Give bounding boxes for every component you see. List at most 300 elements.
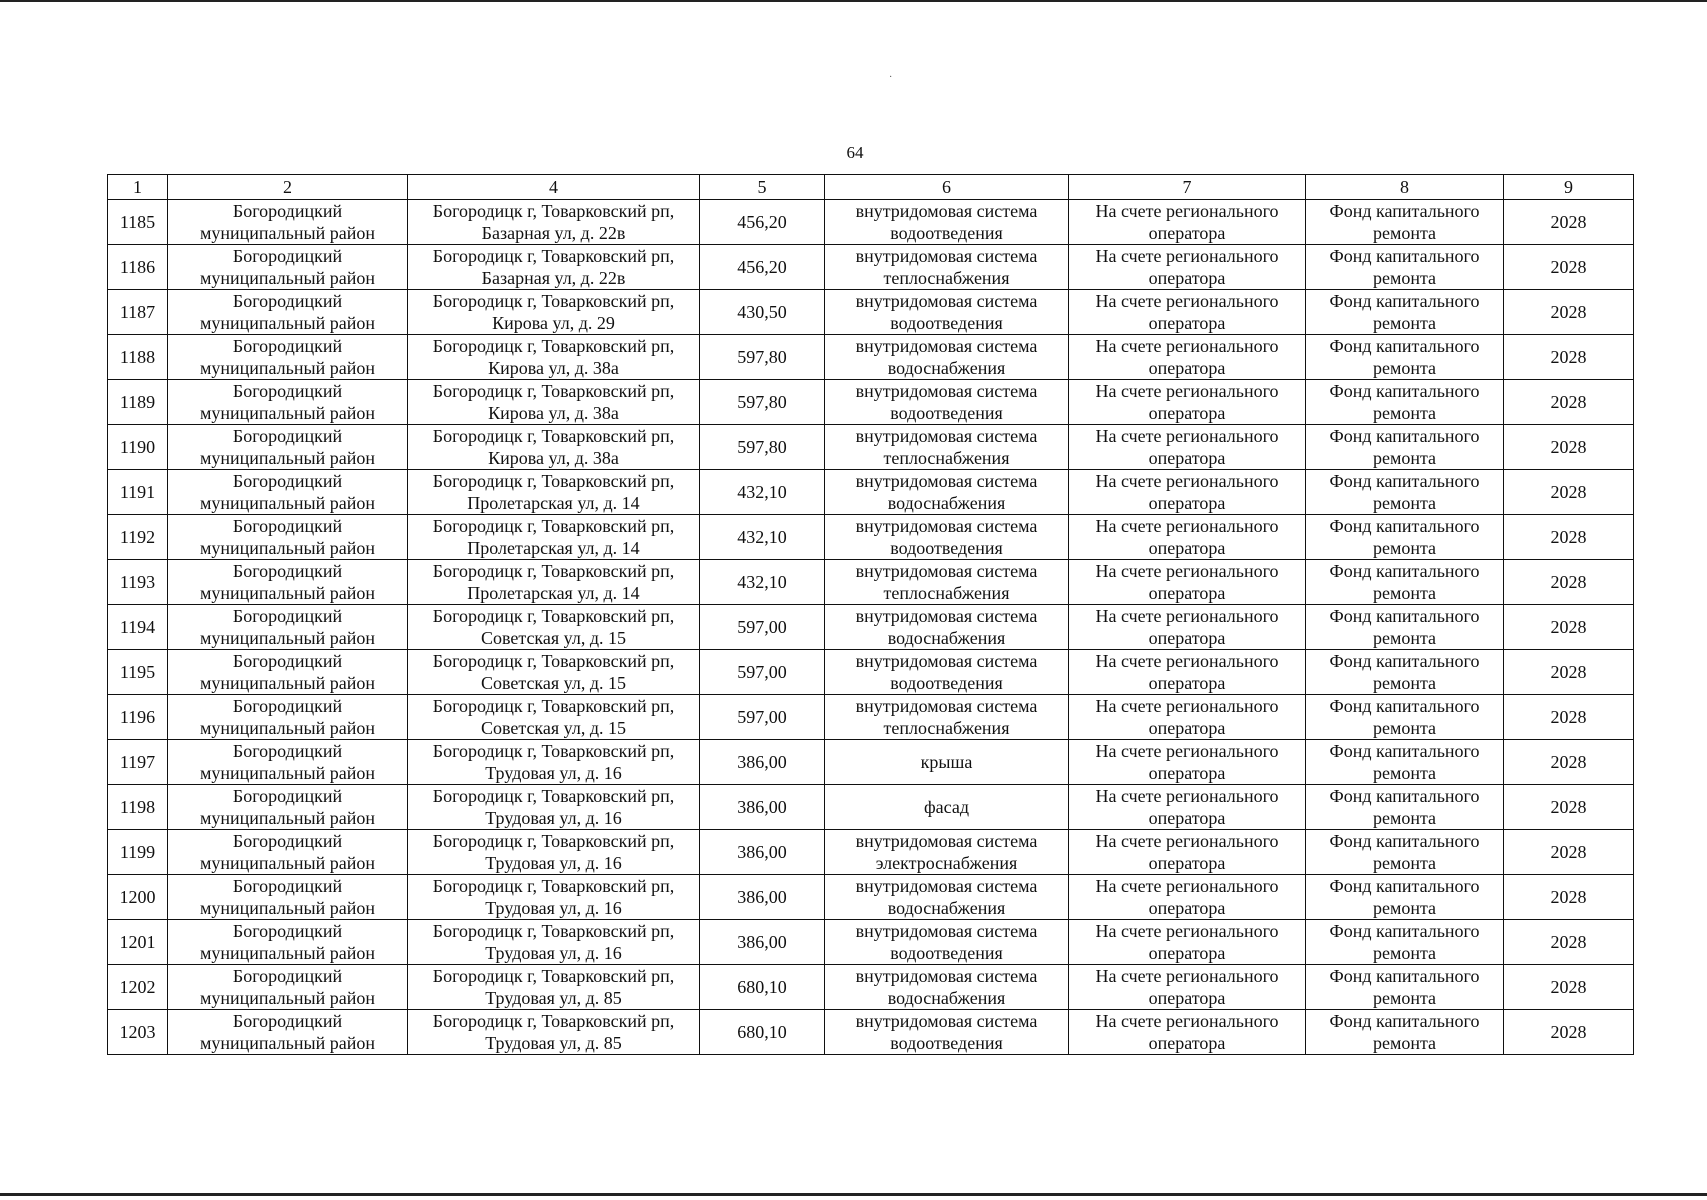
funding-source-cell-line: Фонд капитального <box>1329 831 1480 851</box>
table-row <box>108 560 1634 605</box>
table-row <box>108 830 1634 875</box>
table-row <box>108 380 1634 425</box>
cost-cell: 597,00 <box>700 605 825 650</box>
account-cell <box>1069 920 1306 965</box>
municipality-cell-line: Богородицкий <box>232 246 343 266</box>
account-cell-line: На счете регионального <box>1095 426 1279 446</box>
funding-source-cell <box>1306 875 1504 920</box>
work-type-cell-line: теплоснабжения <box>883 583 1010 603</box>
work-type-cell-line: внутридомовая система <box>855 426 1038 446</box>
address-cell-line: Кирова ул, д. 38а <box>488 448 619 468</box>
municipality-cell <box>168 560 408 605</box>
address-cell <box>408 965 700 1010</box>
work-type-cell <box>825 470 1069 515</box>
municipality-cell-line: Богородицкий <box>232 651 343 671</box>
work-type-cell-line: внутридомовая система <box>855 561 1038 581</box>
cost-cell: 386,00 <box>700 785 825 830</box>
address-cell-line: Трудовая ул, д. 85 <box>485 988 622 1008</box>
address-cell-line: Трудовая ул, д. 85 <box>485 1033 622 1053</box>
funding-source-cell <box>1306 560 1504 605</box>
funding-source-cell-line: Фонд капитального <box>1329 381 1480 401</box>
account-cell <box>1069 695 1306 740</box>
funding-source-cell-line: ремонта <box>1372 403 1437 423</box>
address-cell-line: Трудовая ул, д. 16 <box>485 763 622 783</box>
municipality-cell-line: Богородицкий <box>232 1011 343 1031</box>
column-header: 4 <box>408 175 700 200</box>
table-row <box>108 650 1634 695</box>
funding-source-cell-line: Фонд капитального <box>1329 696 1480 716</box>
work-type-cell-line: теплоснабжения <box>883 268 1010 288</box>
cost-cell: 597,80 <box>700 335 825 380</box>
column-header: 5 <box>700 175 825 200</box>
work-type-cell-line: фасад <box>923 797 969 817</box>
funding-source-cell <box>1306 200 1504 245</box>
work-type-cell <box>825 650 1069 695</box>
address-cell <box>408 605 700 650</box>
cost-cell: 386,00 <box>700 830 825 875</box>
funding-source-cell-line: Фонд капитального <box>1329 1011 1480 1031</box>
address-cell <box>408 515 700 560</box>
municipality-cell <box>168 695 408 740</box>
table-row <box>108 740 1634 785</box>
account-cell-line: На счете регионального <box>1095 1011 1279 1031</box>
work-type-cell <box>825 515 1069 560</box>
cost-cell: 432,10 <box>700 515 825 560</box>
municipality-cell <box>168 965 408 1010</box>
work-type-cell-line: внутридомовая система <box>855 921 1038 941</box>
address-cell-line: Трудовая ул, д. 16 <box>485 808 622 828</box>
account-cell-line: оператора <box>1148 628 1226 648</box>
account-cell-line: оператора <box>1148 223 1226 243</box>
work-type-cell <box>825 920 1069 965</box>
municipality-cell-line: муниципальный район <box>199 943 375 963</box>
funding-source-cell-line: Фонд капитального <box>1329 246 1480 266</box>
account-cell-line: оператора <box>1148 853 1226 873</box>
funding-source-cell <box>1306 470 1504 515</box>
scan-bottom-edge <box>0 1193 1707 1196</box>
address-cell-line: Пролетарская ул, д. 14 <box>467 493 640 513</box>
address-cell-line: Трудовая ул, д. 16 <box>485 853 622 873</box>
account-cell-line: оператора <box>1148 1033 1226 1053</box>
municipality-cell-line: Богородицкий <box>232 831 343 851</box>
address-cell-line: Богородицк г, Товарковский рп, <box>432 561 675 581</box>
work-type-cell-line: водоснабжения <box>887 628 1006 648</box>
table-row <box>108 335 1634 380</box>
row-number: 1186 <box>108 245 168 290</box>
work-type-cell-line: внутридомовая система <box>855 471 1038 491</box>
scan-top-edge <box>0 0 1707 2</box>
cost-cell: 680,10 <box>700 965 825 1010</box>
address-cell-line: Кирова ул, д. 38а <box>488 358 619 378</box>
funding-source-cell <box>1306 785 1504 830</box>
funding-source-cell-line: Фонд капитального <box>1329 786 1480 806</box>
column-header: 9 <box>1504 175 1634 200</box>
account-cell-line: оператора <box>1148 448 1226 468</box>
year-cell: 2028 <box>1504 605 1634 650</box>
cost-cell: 386,00 <box>700 740 825 785</box>
municipality-cell-line: муниципальный район <box>199 898 375 918</box>
municipality-cell <box>168 740 408 785</box>
year-cell: 2028 <box>1504 830 1634 875</box>
account-cell-line: оператора <box>1148 943 1226 963</box>
page-number: 64 <box>846 143 864 162</box>
year-cell: 2028 <box>1504 245 1634 290</box>
municipality-cell-line: Богородицкий <box>232 516 343 536</box>
account-cell-line: На счете регионального <box>1095 381 1279 401</box>
row-number: 1198 <box>108 785 168 830</box>
account-cell <box>1069 470 1306 515</box>
account-cell <box>1069 965 1306 1010</box>
address-cell-line: Кирова ул, д. 38а <box>488 403 619 423</box>
row-number: 1194 <box>108 605 168 650</box>
account-cell <box>1069 200 1306 245</box>
funding-source-cell <box>1306 335 1504 380</box>
year-cell: 2028 <box>1504 380 1634 425</box>
table-row <box>108 425 1634 470</box>
year-cell: 2028 <box>1504 290 1634 335</box>
cost-cell: 432,10 <box>700 560 825 605</box>
address-cell-line: Богородицк г, Товарковский рп, <box>432 201 675 221</box>
municipality-cell <box>168 470 408 515</box>
account-cell-line: На счете регионального <box>1095 291 1279 311</box>
work-type-cell-line: внутридомовая система <box>855 876 1038 896</box>
year-cell: 2028 <box>1504 515 1634 560</box>
municipality-cell <box>168 875 408 920</box>
year-cell: 2028 <box>1504 470 1634 515</box>
account-cell-line: оператора <box>1148 358 1226 378</box>
work-type-cell-line: водоотведения <box>890 403 1003 423</box>
funding-source-cell-line: ремонта <box>1372 538 1437 558</box>
row-number: 1203 <box>108 1010 168 1055</box>
column-header: 1 <box>108 175 168 200</box>
table-row <box>108 875 1634 920</box>
cost-cell: 597,80 <box>700 380 825 425</box>
work-type-cell-line: водоотведения <box>890 538 1003 558</box>
municipality-cell <box>168 515 408 560</box>
funding-source-cell-line: Фонд капитального <box>1329 606 1480 626</box>
funding-source-cell <box>1306 1010 1504 1055</box>
municipality-cell-line: муниципальный район <box>199 853 375 873</box>
funding-source-cell-line: ремонта <box>1372 1033 1437 1053</box>
work-type-cell-line: водоснабжения <box>887 988 1006 1008</box>
account-cell-line: оператора <box>1148 583 1226 603</box>
column-header: 8 <box>1306 175 1504 200</box>
funding-source-cell-line: Фонд капитального <box>1329 876 1480 896</box>
address-cell <box>408 425 700 470</box>
work-type-cell-line: внутридомовая система <box>855 336 1038 356</box>
account-cell-line: На счете регионального <box>1095 876 1279 896</box>
account-cell-line: На счете регионального <box>1095 651 1279 671</box>
work-type-cell-line: крыша <box>920 752 973 772</box>
column-header: 2 <box>168 175 408 200</box>
address-cell-line: Богородицк г, Товарковский рп, <box>432 651 675 671</box>
address-cell-line: Пролетарская ул, д. 14 <box>467 538 640 558</box>
cost-cell: 432,10 <box>700 470 825 515</box>
account-cell-line: оператора <box>1148 898 1226 918</box>
address-cell-line: Богородицк г, Товарковский рп, <box>432 966 675 986</box>
funding-source-cell-line: ремонта <box>1372 763 1437 783</box>
account-cell-line: На счете регионального <box>1095 831 1279 851</box>
work-type-cell-line: водоотведения <box>890 673 1003 693</box>
work-type-cell-line: водоотведения <box>890 1033 1003 1053</box>
account-cell <box>1069 830 1306 875</box>
work-type-cell-line: водоснабжения <box>887 493 1006 513</box>
year-cell: 2028 <box>1504 740 1634 785</box>
funding-source-cell-line: Фонд капитального <box>1329 966 1480 986</box>
work-type-cell-line: внутридомовая система <box>855 696 1038 716</box>
year-cell: 2028 <box>1504 695 1634 740</box>
row-number: 1190 <box>108 425 168 470</box>
funding-source-cell-line: ремонта <box>1372 583 1437 603</box>
municipality-cell-line: Богородицкий <box>232 561 343 581</box>
funding-source-cell <box>1306 515 1504 560</box>
address-cell-line: Советская ул, д. 15 <box>480 718 627 738</box>
funding-source-cell-line: Фонд капитального <box>1329 741 1480 761</box>
municipality-cell <box>168 425 408 470</box>
funding-source-cell-line: ремонта <box>1372 718 1437 738</box>
cost-cell: 597,00 <box>700 650 825 695</box>
year-cell: 2028 <box>1504 335 1634 380</box>
row-number: 1191 <box>108 470 168 515</box>
municipality-cell <box>168 785 408 830</box>
municipality-cell-line: муниципальный район <box>199 313 375 333</box>
work-type-cell-line: внутридомовая система <box>855 831 1038 851</box>
work-type-cell <box>825 380 1069 425</box>
address-cell-line: Богородицк г, Товарковский рп, <box>432 786 675 806</box>
account-cell <box>1069 290 1306 335</box>
municipality-cell-line: Богородицкий <box>232 921 343 941</box>
work-type-cell-line: внутридомовая система <box>855 651 1038 671</box>
cost-cell: 597,80 <box>700 425 825 470</box>
year-cell: 2028 <box>1504 920 1634 965</box>
work-type-cell <box>825 830 1069 875</box>
municipality-cell-line: муниципальный район <box>199 1033 375 1053</box>
year-cell: 2028 <box>1504 425 1634 470</box>
row-number: 1193 <box>108 560 168 605</box>
municipality-cell-line: муниципальный район <box>199 493 375 513</box>
account-cell <box>1069 245 1306 290</box>
municipality-cell-line: Богородицкий <box>232 966 343 986</box>
funding-source-cell-line: ремонта <box>1372 808 1437 828</box>
municipality-cell-line: муниципальный район <box>199 403 375 423</box>
header-row <box>108 175 1634 200</box>
account-cell <box>1069 1010 1306 1055</box>
funding-source-cell <box>1306 965 1504 1010</box>
cost-cell: 430,50 <box>700 290 825 335</box>
row-number: 1195 <box>108 650 168 695</box>
account-cell-line: оператора <box>1148 808 1226 828</box>
funding-source-cell <box>1306 380 1504 425</box>
address-cell <box>408 920 700 965</box>
account-cell-line: На счете регионального <box>1095 696 1279 716</box>
address-cell <box>408 830 700 875</box>
funding-source-cell-line: ремонта <box>1372 358 1437 378</box>
address-cell-line: Богородицк г, Товарковский рп, <box>432 336 675 356</box>
address-cell <box>408 695 700 740</box>
work-type-cell-line: внутридомовая система <box>855 516 1038 536</box>
work-type-cell <box>825 605 1069 650</box>
account-cell <box>1069 875 1306 920</box>
year-cell: 2028 <box>1504 560 1634 605</box>
account-cell-line: На счете регионального <box>1095 201 1279 221</box>
work-type-cell <box>825 875 1069 920</box>
address-cell-line: Базарная ул, д. 22в <box>481 268 626 288</box>
funding-source-cell-line: Фонд капитального <box>1329 921 1480 941</box>
account-cell-line: На счете регионального <box>1095 246 1279 266</box>
municipality-cell <box>168 1010 408 1055</box>
address-cell <box>408 875 700 920</box>
account-cell <box>1069 740 1306 785</box>
address-cell-line: Советская ул, д. 15 <box>480 673 627 693</box>
funding-source-cell <box>1306 605 1504 650</box>
table-row <box>108 290 1634 335</box>
address-cell <box>408 740 700 785</box>
funding-source-cell-line: ремонта <box>1372 268 1437 288</box>
address-cell <box>408 785 700 830</box>
account-cell-line: На счете регионального <box>1095 741 1279 761</box>
funding-source-cell <box>1306 245 1504 290</box>
municipality-cell-line: Богородицкий <box>232 876 343 896</box>
address-cell-line: Богородицк г, Товарковский рп, <box>432 876 675 896</box>
row-number: 1200 <box>108 875 168 920</box>
cost-cell: 456,20 <box>700 245 825 290</box>
work-type-cell <box>825 965 1069 1010</box>
municipality-cell-line: Богородицкий <box>232 426 343 446</box>
cost-cell: 386,00 <box>700 875 825 920</box>
work-type-cell-line: внутридомовая система <box>855 606 1038 626</box>
account-cell <box>1069 515 1306 560</box>
row-number: 1202 <box>108 965 168 1010</box>
address-cell-line: Богородицк г, Товарковский рп, <box>432 381 675 401</box>
address-cell-line: Базарная ул, д. 22в <box>481 223 626 243</box>
table-row <box>108 785 1634 830</box>
funding-source-cell-line: ремонта <box>1372 448 1437 468</box>
municipality-cell-line: Богородицкий <box>232 741 343 761</box>
funding-source-cell-line: Фонд капитального <box>1329 201 1480 221</box>
municipality-cell-line: Богородицкий <box>232 696 343 716</box>
account-cell-line: оператора <box>1148 313 1226 333</box>
address-cell-line: Пролетарская ул, д. 14 <box>467 583 640 603</box>
address-cell-line: Богородицк г, Товарковский рп, <box>432 516 675 536</box>
register-table <box>107 174 1634 1055</box>
municipality-cell <box>168 830 408 875</box>
municipality-cell-line: Богородицкий <box>232 201 343 221</box>
municipality-cell-line: муниципальный район <box>199 223 375 243</box>
municipality-cell-line: муниципальный район <box>199 763 375 783</box>
funding-source-cell-line: Фонд капитального <box>1329 516 1480 536</box>
municipality-cell <box>168 290 408 335</box>
column-header: 6 <box>825 175 1069 200</box>
municipality-cell <box>168 380 408 425</box>
table-row <box>108 515 1634 560</box>
cost-cell: 597,00 <box>700 695 825 740</box>
funding-source-cell-line: Фонд капитального <box>1329 336 1480 356</box>
work-type-cell-line: водоснабжения <box>887 358 1006 378</box>
municipality-cell-line: Богородицкий <box>232 606 343 626</box>
municipality-cell-line: муниципальный район <box>199 808 375 828</box>
work-type-cell <box>825 245 1069 290</box>
address-cell-line: Богородицк г, Товарковский рп, <box>432 1011 675 1031</box>
column-header: 7 <box>1069 175 1306 200</box>
municipality-cell-line: муниципальный район <box>199 538 375 558</box>
address-cell <box>408 290 700 335</box>
cost-cell: 456,20 <box>700 200 825 245</box>
work-type-cell-line: теплоснабжения <box>883 448 1010 468</box>
table-row <box>108 1010 1634 1055</box>
address-cell-line: Богородицк г, Товарковский рп, <box>432 426 675 446</box>
account-cell <box>1069 650 1306 695</box>
funding-source-cell-line: ремонта <box>1372 853 1437 873</box>
funding-source-cell-line: ремонта <box>1372 673 1437 693</box>
funding-source-cell-line: ремонта <box>1372 943 1437 963</box>
cost-cell: 386,00 <box>700 920 825 965</box>
work-type-cell <box>825 695 1069 740</box>
funding-source-cell-line: ремонта <box>1372 898 1437 918</box>
work-type-cell-line: водоснабжения <box>887 898 1006 918</box>
municipality-cell-line: муниципальный район <box>199 268 375 288</box>
work-type-cell <box>825 1010 1069 1055</box>
account-cell-line: оператора <box>1148 268 1226 288</box>
account-cell <box>1069 335 1306 380</box>
municipality-cell-line: муниципальный район <box>199 448 375 468</box>
address-cell <box>408 200 700 245</box>
table-row <box>108 920 1634 965</box>
account-cell-line: оператора <box>1148 493 1226 513</box>
funding-source-cell <box>1306 425 1504 470</box>
year-cell: 2028 <box>1504 875 1634 920</box>
municipality-cell <box>168 200 408 245</box>
work-type-cell-line: внутридомовая система <box>855 381 1038 401</box>
row-number: 1189 <box>108 380 168 425</box>
address-cell <box>408 335 700 380</box>
account-cell-line: На счете регионального <box>1095 516 1279 536</box>
address-cell <box>408 245 700 290</box>
row-number: 1188 <box>108 335 168 380</box>
municipality-cell <box>168 245 408 290</box>
account-cell <box>1069 785 1306 830</box>
address-cell <box>408 1010 700 1055</box>
table-row <box>108 470 1634 515</box>
work-type-cell-line: внутридомовая система <box>855 1011 1038 1031</box>
address-cell <box>408 380 700 425</box>
account-cell-line: На счете регионального <box>1095 561 1279 581</box>
account-cell-line: На счете регионального <box>1095 336 1279 356</box>
address-cell-line: Богородицк г, Товарковский рп, <box>432 921 675 941</box>
account-cell-line: На счете регионального <box>1095 471 1279 491</box>
row-number: 1196 <box>108 695 168 740</box>
address-cell <box>408 650 700 695</box>
table-row <box>108 695 1634 740</box>
scan-speck: · <box>889 72 893 83</box>
municipality-cell <box>168 650 408 695</box>
row-number: 1199 <box>108 830 168 875</box>
funding-source-cell <box>1306 740 1504 785</box>
account-cell-line: На счете регионального <box>1095 921 1279 941</box>
address-cell-line: Богородицк г, Товарковский рп, <box>432 246 675 266</box>
work-type-cell-line: внутридомовая система <box>855 291 1038 311</box>
municipality-cell <box>168 920 408 965</box>
row-number: 1197 <box>108 740 168 785</box>
cost-cell: 680,10 <box>700 1010 825 1055</box>
municipality-cell-line: муниципальный район <box>199 673 375 693</box>
work-type-cell <box>825 290 1069 335</box>
account-cell-line: оператора <box>1148 763 1226 783</box>
account-cell <box>1069 425 1306 470</box>
address-cell-line: Трудовая ул, д. 16 <box>485 898 622 918</box>
municipality-cell-line: муниципальный район <box>199 358 375 378</box>
municipality-cell-line: муниципальный район <box>199 583 375 603</box>
table-row <box>108 200 1634 245</box>
